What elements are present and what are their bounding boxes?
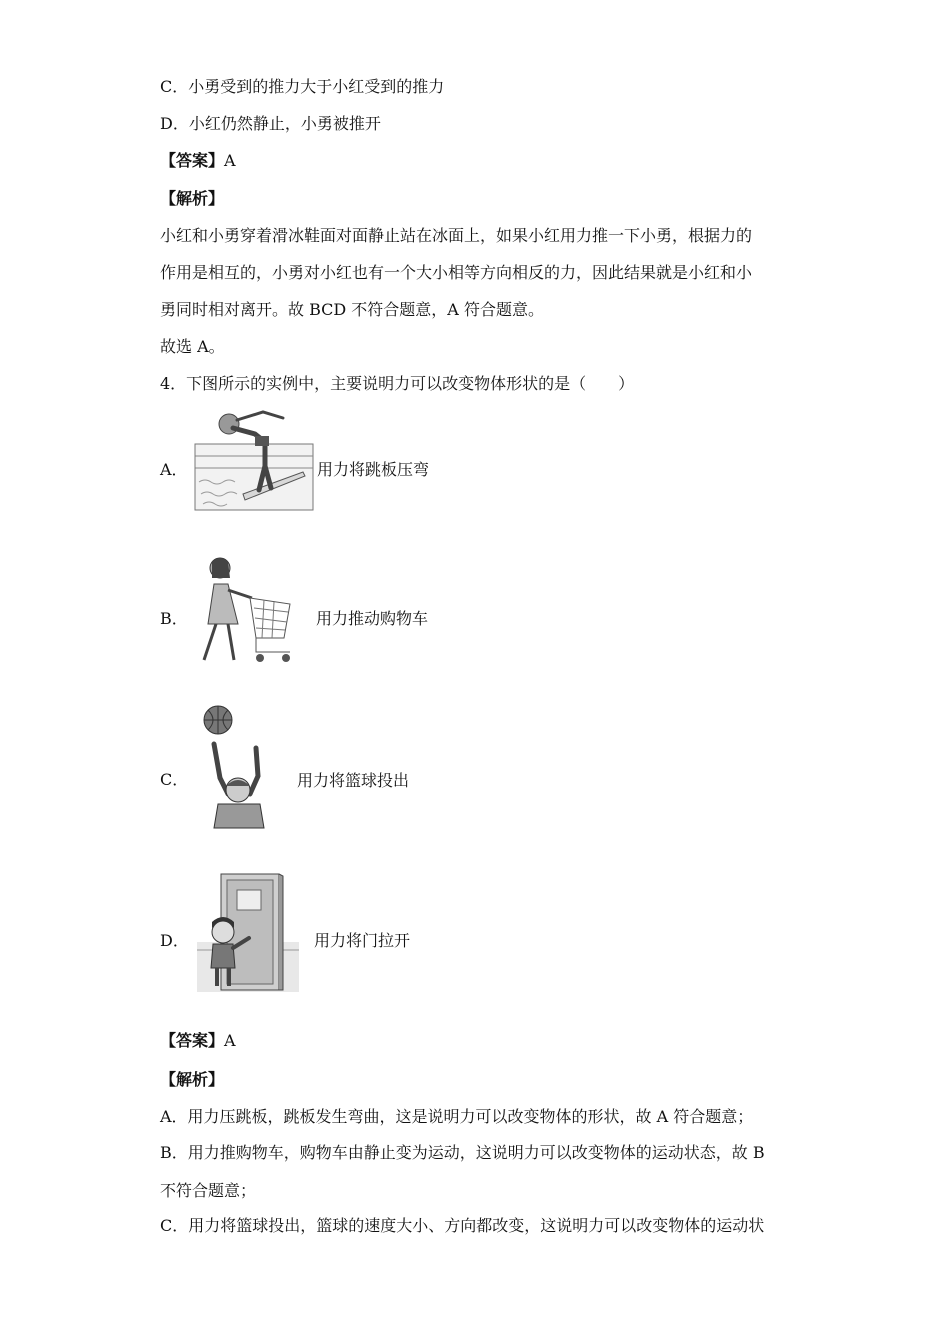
option-text: 用力将跳板压弯 (317, 460, 430, 479)
analysis-line: 小红和小勇穿着滑冰鞋面对面静止站在冰面上，如果小红用力推一下小勇，根据力的 (160, 226, 753, 245)
answer-value: A (224, 1031, 236, 1050)
option-letter: C． (160, 770, 189, 789)
analysis-line: 不符合题意； (160, 1181, 257, 1200)
option-letter: A． (160, 460, 188, 479)
diver-illustration (193, 404, 315, 512)
option-text: 用力将篮球投出 (297, 771, 410, 790)
basketball-illustration (200, 704, 268, 830)
option-letter: D． (160, 931, 189, 950)
option-d-prev: D．小红仍然静止，小勇被推开 (160, 114, 381, 133)
answer-value: A (224, 151, 236, 170)
answer-label: 【答案】 (160, 1031, 225, 1050)
analysis-line: 勇同时相对离开。故 BCD 不符合题意，A 符合题意。 (160, 300, 544, 319)
analysis-line: 作用是相互的，小勇对小红也有一个大小相等方向相反的力，因此结果就是小红和小 (160, 263, 753, 282)
option-c-prev: C．小勇受到的推力大于小红受到的推力 (160, 77, 445, 96)
analysis-line: C．用力将篮球投出，篮球的速度大小、方向都改变，这说明力可以改变物体的运动状 (160, 1216, 765, 1235)
shopping-cart-illustration (194, 554, 298, 666)
option-text: 用力推动购物车 (316, 609, 429, 628)
option-text: 用力将门拉开 (314, 931, 411, 950)
answer-label: 【答案】 (160, 151, 225, 170)
analysis-line: B．用力推购物车，购物车由静止变为运动，这说明力可以改变物体的运动状态，故 B (160, 1143, 765, 1162)
analysis-label: 【解析】 (160, 189, 225, 208)
answer-line (160, 1030, 236, 1052)
answer-line-prev (160, 150, 236, 172)
question-stem: 4．下图所示的实例中，主要说明力可以改变物体形状的是（ ） (160, 374, 635, 393)
analysis-label: 【解析】 (160, 1070, 225, 1089)
analysis-line: A．用力压跳板，跳板发生弯曲，这是说明力可以改变物体的形状，故 A 符合题意； (160, 1107, 754, 1126)
option-letter: B． (160, 609, 188, 628)
door-illustration (197, 872, 299, 992)
analysis-line: 故选 A。 (160, 337, 225, 356)
